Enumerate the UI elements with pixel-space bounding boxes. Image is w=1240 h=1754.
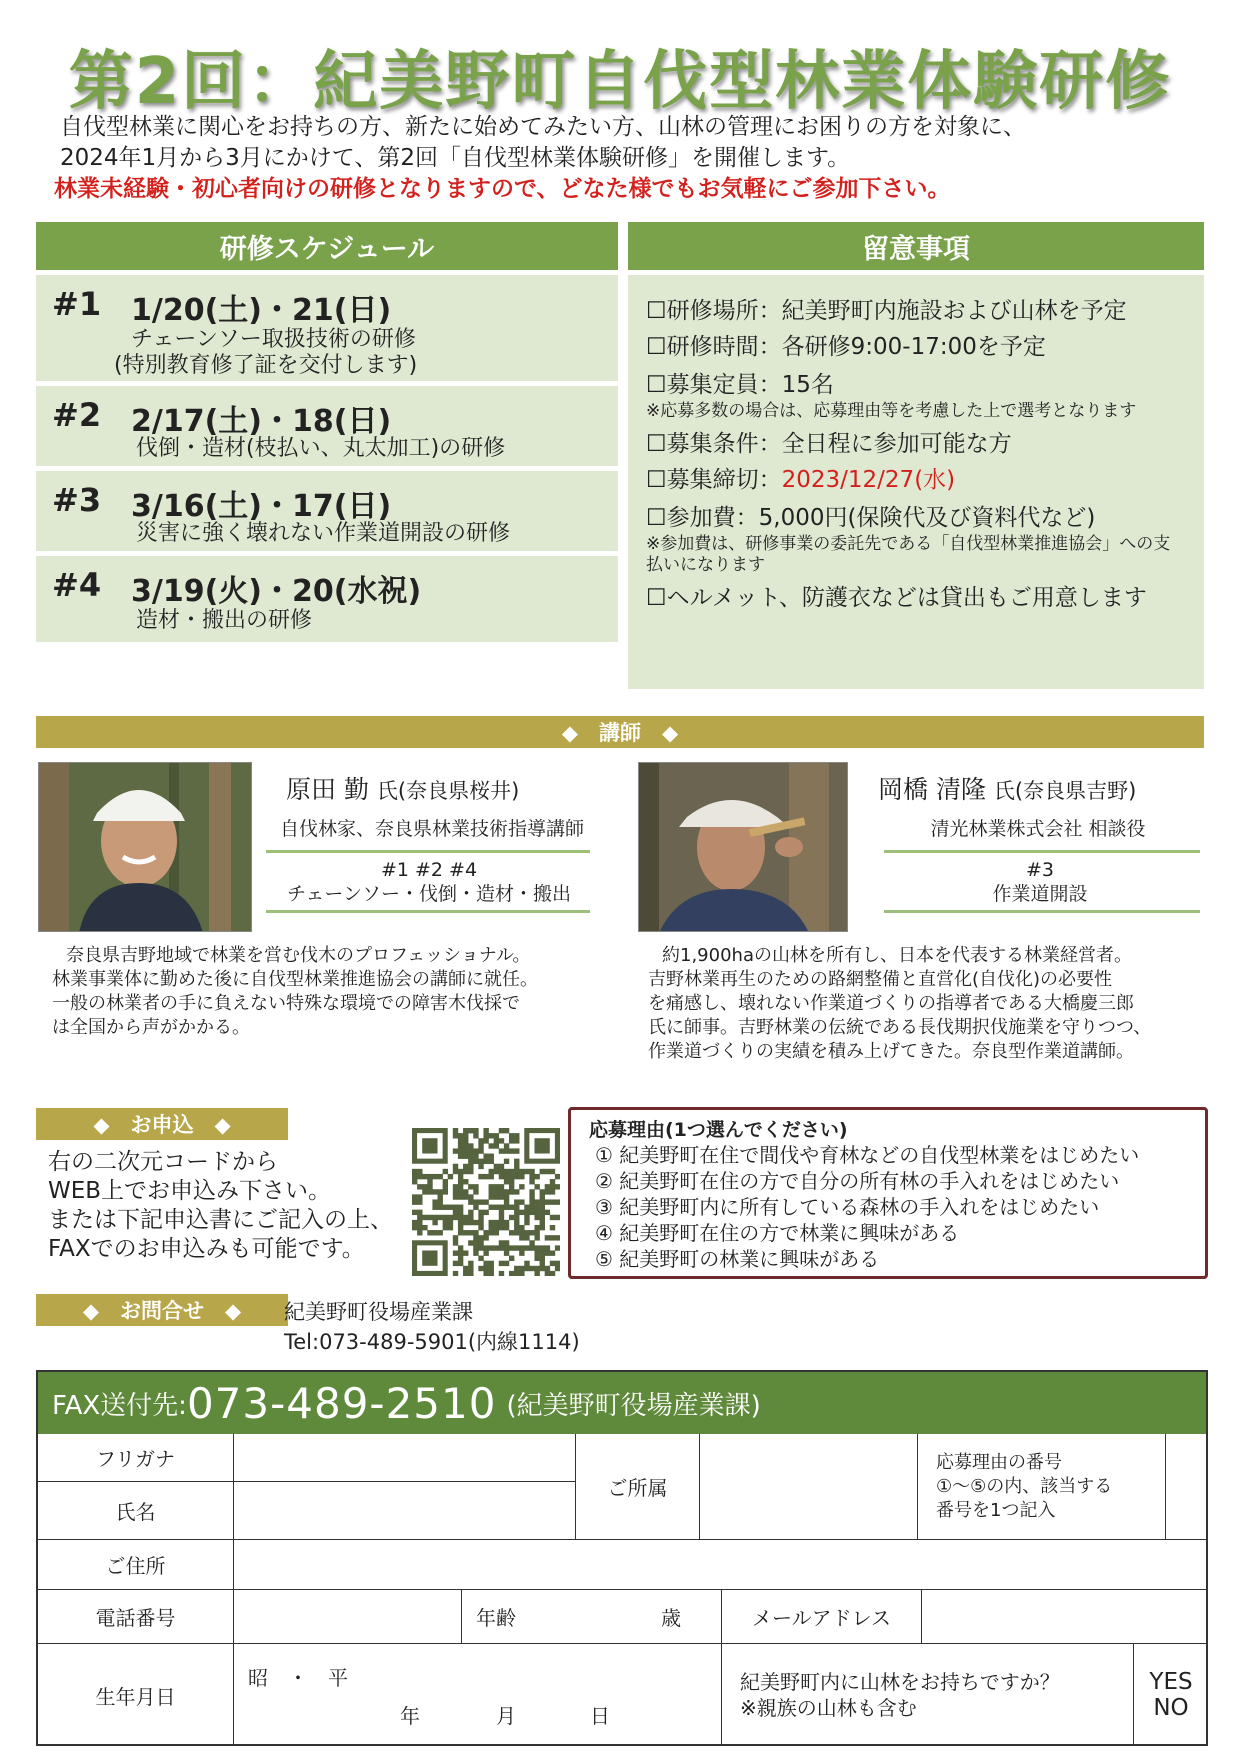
note-place: ☐研修場所：紀美野町内施設および山林を予定	[646, 298, 1127, 324]
lecturer-name-harada	[286, 770, 519, 806]
birth-month: 月	[496, 1704, 516, 1728]
bio-line: を痛感し、壊れない作業道づくりの指導者である大橋慶三郎	[648, 993, 1134, 1014]
divider	[884, 910, 1200, 913]
schedule-desc-note: (特別教育修了証を交付します)	[114, 353, 418, 378]
bio-line: は全国から声がかかる。	[52, 1017, 250, 1038]
age-label: 年齢	[476, 1606, 516, 1630]
lecturer-bio	[648, 944, 1208, 1064]
reason-number-line: ①～⑤の内、該当する	[936, 1475, 1113, 1497]
page-title: 第2回：紀美野町自伐型林業体験研修	[68, 45, 1172, 119]
bio-line: 奈良県吉野地域で林業を営む伐木のプロフェッショナル。	[66, 945, 531, 966]
reason-item: ③ 紀美野町内に所有している森林の手入れをはじめたい	[595, 1195, 1100, 1219]
reason-item: ② 紀美野町在住の方で自分の所有林の手入れをはじめたい	[595, 1169, 1120, 1193]
bio-line: 一般の林業者の手に負えない特殊な環境での障害木伐採で	[52, 993, 520, 1014]
address-label: ご住所	[38, 1540, 234, 1590]
schedule-section	[36, 222, 618, 642]
email-field[interactable]	[922, 1590, 1208, 1644]
phone-field[interactable]	[234, 1590, 462, 1644]
schedule-date: 3/16(土)・17(日)	[131, 489, 392, 524]
bio-line: 作業道づくりの実績を積み上げてきた。奈良型作業道講師。	[648, 1041, 1134, 1062]
apply-line: FAXでのお申込みも可能です。	[48, 1236, 365, 1262]
reason-item: ① 紀美野町在住で間伐や育林などの自伐型林業をはじめたい	[595, 1143, 1140, 1167]
note-fee-note: ※参加費は、研修事業の委託先である「自伐型林業推進協会」への支払いになります	[646, 534, 1171, 575]
qr-code-icon[interactable]	[412, 1128, 560, 1276]
intro	[54, 112, 1200, 205]
bio-line: 約1,900haの山林を所有し、日本を代表する林業経営者。	[662, 945, 1132, 966]
name-field[interactable]	[234, 1482, 576, 1540]
lecturer-name-okahashi	[878, 770, 1136, 806]
harada-photo-icon	[39, 763, 252, 932]
schedule-header: 研修スケジュール	[36, 222, 618, 270]
intro-line-2: 2024年1月から3月にかけて、第2回「自伐型林業体験研修」を開催します。	[60, 145, 851, 171]
reason-item: ⑤ 紀美野町の林業に興味がある	[595, 1247, 880, 1271]
note-equipment: ☐ヘルメット、防護衣などは貸出もご用意します	[646, 585, 1147, 611]
qr-code-graphic	[412, 1128, 560, 1276]
apply-line: または下記申込書にご記入の上、	[48, 1207, 393, 1233]
divider	[884, 850, 1200, 853]
no-option[interactable]: NO	[1153, 1695, 1189, 1721]
contact-tel: Tel:073-489-5901(内線1114)	[284, 1330, 580, 1354]
notes-box	[628, 275, 1204, 689]
reason-item: ④ 紀美野町在住の方で林業に興味がある	[595, 1221, 960, 1245]
apply-line: 右の二次元コードから	[48, 1149, 278, 1175]
notes-section	[628, 222, 1204, 689]
lecturer-course-nums: #3	[1025, 859, 1054, 881]
fax-label: FAX送付先:	[52, 1390, 187, 1421]
fax-header	[38, 1372, 1206, 1434]
reason-number-label	[918, 1434, 1166, 1540]
notes-header: 留意事項	[628, 222, 1204, 270]
note-fee: ☐参加費：5,000円(保険代及び資料代など)	[646, 505, 1096, 531]
furigana-field[interactable]	[234, 1434, 576, 1482]
schedule-num: #3	[52, 481, 102, 519]
schedule-date: 1/20(土)・21(日)	[131, 293, 392, 328]
age-unit: 歳	[661, 1606, 681, 1630]
schedule-date: 3/19(火)・20(水祝)	[131, 574, 422, 609]
schedule-item	[36, 386, 618, 466]
lecturer-photo-harada	[38, 762, 252, 932]
forest-question-note: ※親族の山林も含む	[740, 1696, 917, 1720]
reasons-title: 応募理由(1つ選んでください)	[589, 1119, 848, 1141]
contact-org: 紀美野町役場産業課	[284, 1300, 473, 1324]
lecturer-name: 岡橋 清隆	[878, 775, 986, 804]
apply-text	[48, 1148, 418, 1264]
schedule-item	[36, 275, 618, 381]
intro-line-3: 林業未経験・初心者向けの研修となりますので、どなた様でもお気軽にご参加下さい。	[54, 176, 951, 202]
email-label: メールアドレス	[722, 1590, 922, 1644]
lecturer-photo-okahashi	[638, 762, 848, 932]
lecturer-course	[262, 858, 596, 906]
note-time: ☐研修時間：各研修9:00-17:00を予定	[646, 334, 1046, 360]
forest-question-line: 紀美野町内に山林をお持ちですか？	[740, 1670, 1060, 1694]
schedule-num: #4	[52, 566, 102, 604]
schedule-desc: 災害に強く壊れない作業道開設の研修	[136, 521, 511, 546]
birth-era: 昭 ・ 平	[248, 1666, 348, 1690]
affiliation-field[interactable]	[700, 1434, 918, 1540]
contact-info	[284, 1297, 580, 1357]
note-capacity: ☐募集定員：15名	[646, 372, 834, 398]
reason-number-line: 番号を1つ記入	[936, 1499, 1056, 1521]
reasons-box	[568, 1107, 1208, 1279]
bio-line: 林業事業体に勤めた後に自伐型林業推進協会の講師に就任。	[52, 969, 538, 990]
fax-org: (紀美野町役場産業課)	[506, 1390, 761, 1421]
lecturer-name: 原田 勤	[286, 775, 369, 804]
lecturer-course-topics: チェーンソー・伐倒・造材・搬出	[286, 883, 572, 905]
yes-option[interactable]: YES	[1149, 1669, 1193, 1695]
reason-number-line: 応募理由の番号	[936, 1451, 1062, 1473]
divider	[266, 910, 590, 913]
lecturer-honorific: 氏(奈良県桜井)	[376, 779, 520, 803]
phone-label: 電話番号	[38, 1590, 234, 1644]
lecturer-role: 清光林業株式会社 相談役	[930, 818, 1146, 840]
schedule-item	[36, 556, 618, 642]
birth-field[interactable]	[234, 1644, 722, 1746]
lecturer-role: 自伐林家、奈良県林業技術指導講師	[279, 818, 584, 840]
affiliation-label: ご所属	[576, 1434, 700, 1540]
fax-form	[36, 1370, 1208, 1746]
furigana-label: フリガナ	[38, 1434, 234, 1482]
forest-question	[722, 1644, 1134, 1746]
bio-line: 吉野林業再生のための路網整備と直営化(自伐化)の必要性	[648, 969, 1113, 990]
schedule-num: #1	[52, 285, 102, 323]
contact-header: ◆ お問合せ ◆	[36, 1294, 288, 1326]
intro-line-1: 自伐型林業に関心をお持ちの方、新たに始めてみたい方、山林の管理にお困りの方を対象に、	[60, 114, 1026, 140]
lecturers-header: ◆ 講師 ◆	[36, 716, 1204, 748]
schedule-num: #2	[52, 396, 102, 434]
divider	[266, 850, 590, 853]
lecturer-course	[878, 858, 1202, 906]
bio-line: 氏に師事。吉野林業の伝統である長伐期択伐施業を守りつつ、	[648, 1017, 1152, 1038]
fax-number: 073-489-2510	[186, 1378, 497, 1428]
schedule-desc: 伐倒・造材(枝払い、丸太加工)の研修	[136, 436, 506, 461]
note-deadline-value: 2023/12/27(水)	[781, 467, 956, 493]
lecturer-course-topics: 作業道開設	[992, 883, 1088, 905]
apply-header: ◆ お申込 ◆	[36, 1108, 288, 1140]
age-cell[interactable]	[462, 1590, 722, 1644]
birth-day: 日	[590, 1704, 610, 1728]
schedule-date: 2/17(土)・18(日)	[131, 404, 392, 439]
birth-label: 生年月日	[38, 1644, 234, 1746]
lecturer-course-nums: #1 #2 #4	[380, 859, 478, 881]
note-deadline-label: ☐募集締切：	[646, 467, 782, 493]
schedule-desc: チェーンソー取扱技術の研修	[131, 327, 416, 352]
apply-line: WEB上でお申込み下さい。	[48, 1178, 332, 1204]
address-field[interactable]	[234, 1540, 1208, 1590]
name-label: 氏名	[38, 1482, 234, 1540]
schedule-desc: 造材・搬出の研修	[136, 608, 313, 633]
lecturer-bio	[52, 944, 612, 1040]
birth-year: 年	[400, 1704, 420, 1728]
reason-number-field[interactable]	[1166, 1434, 1208, 1540]
forest-answer[interactable]	[1134, 1644, 1208, 1746]
note-deadline	[646, 464, 1186, 496]
lecturer-honorific: 氏(奈良県吉野)	[993, 779, 1137, 803]
okahashi-photo-icon	[639, 763, 848, 932]
note-condition: ☐募集条件：全日程に参加可能な方	[646, 431, 1012, 457]
note-capacity-note: ※応募多数の場合は、応募理由等を考慮した上で選考となります	[646, 401, 1137, 421]
schedule-item	[36, 471, 618, 551]
